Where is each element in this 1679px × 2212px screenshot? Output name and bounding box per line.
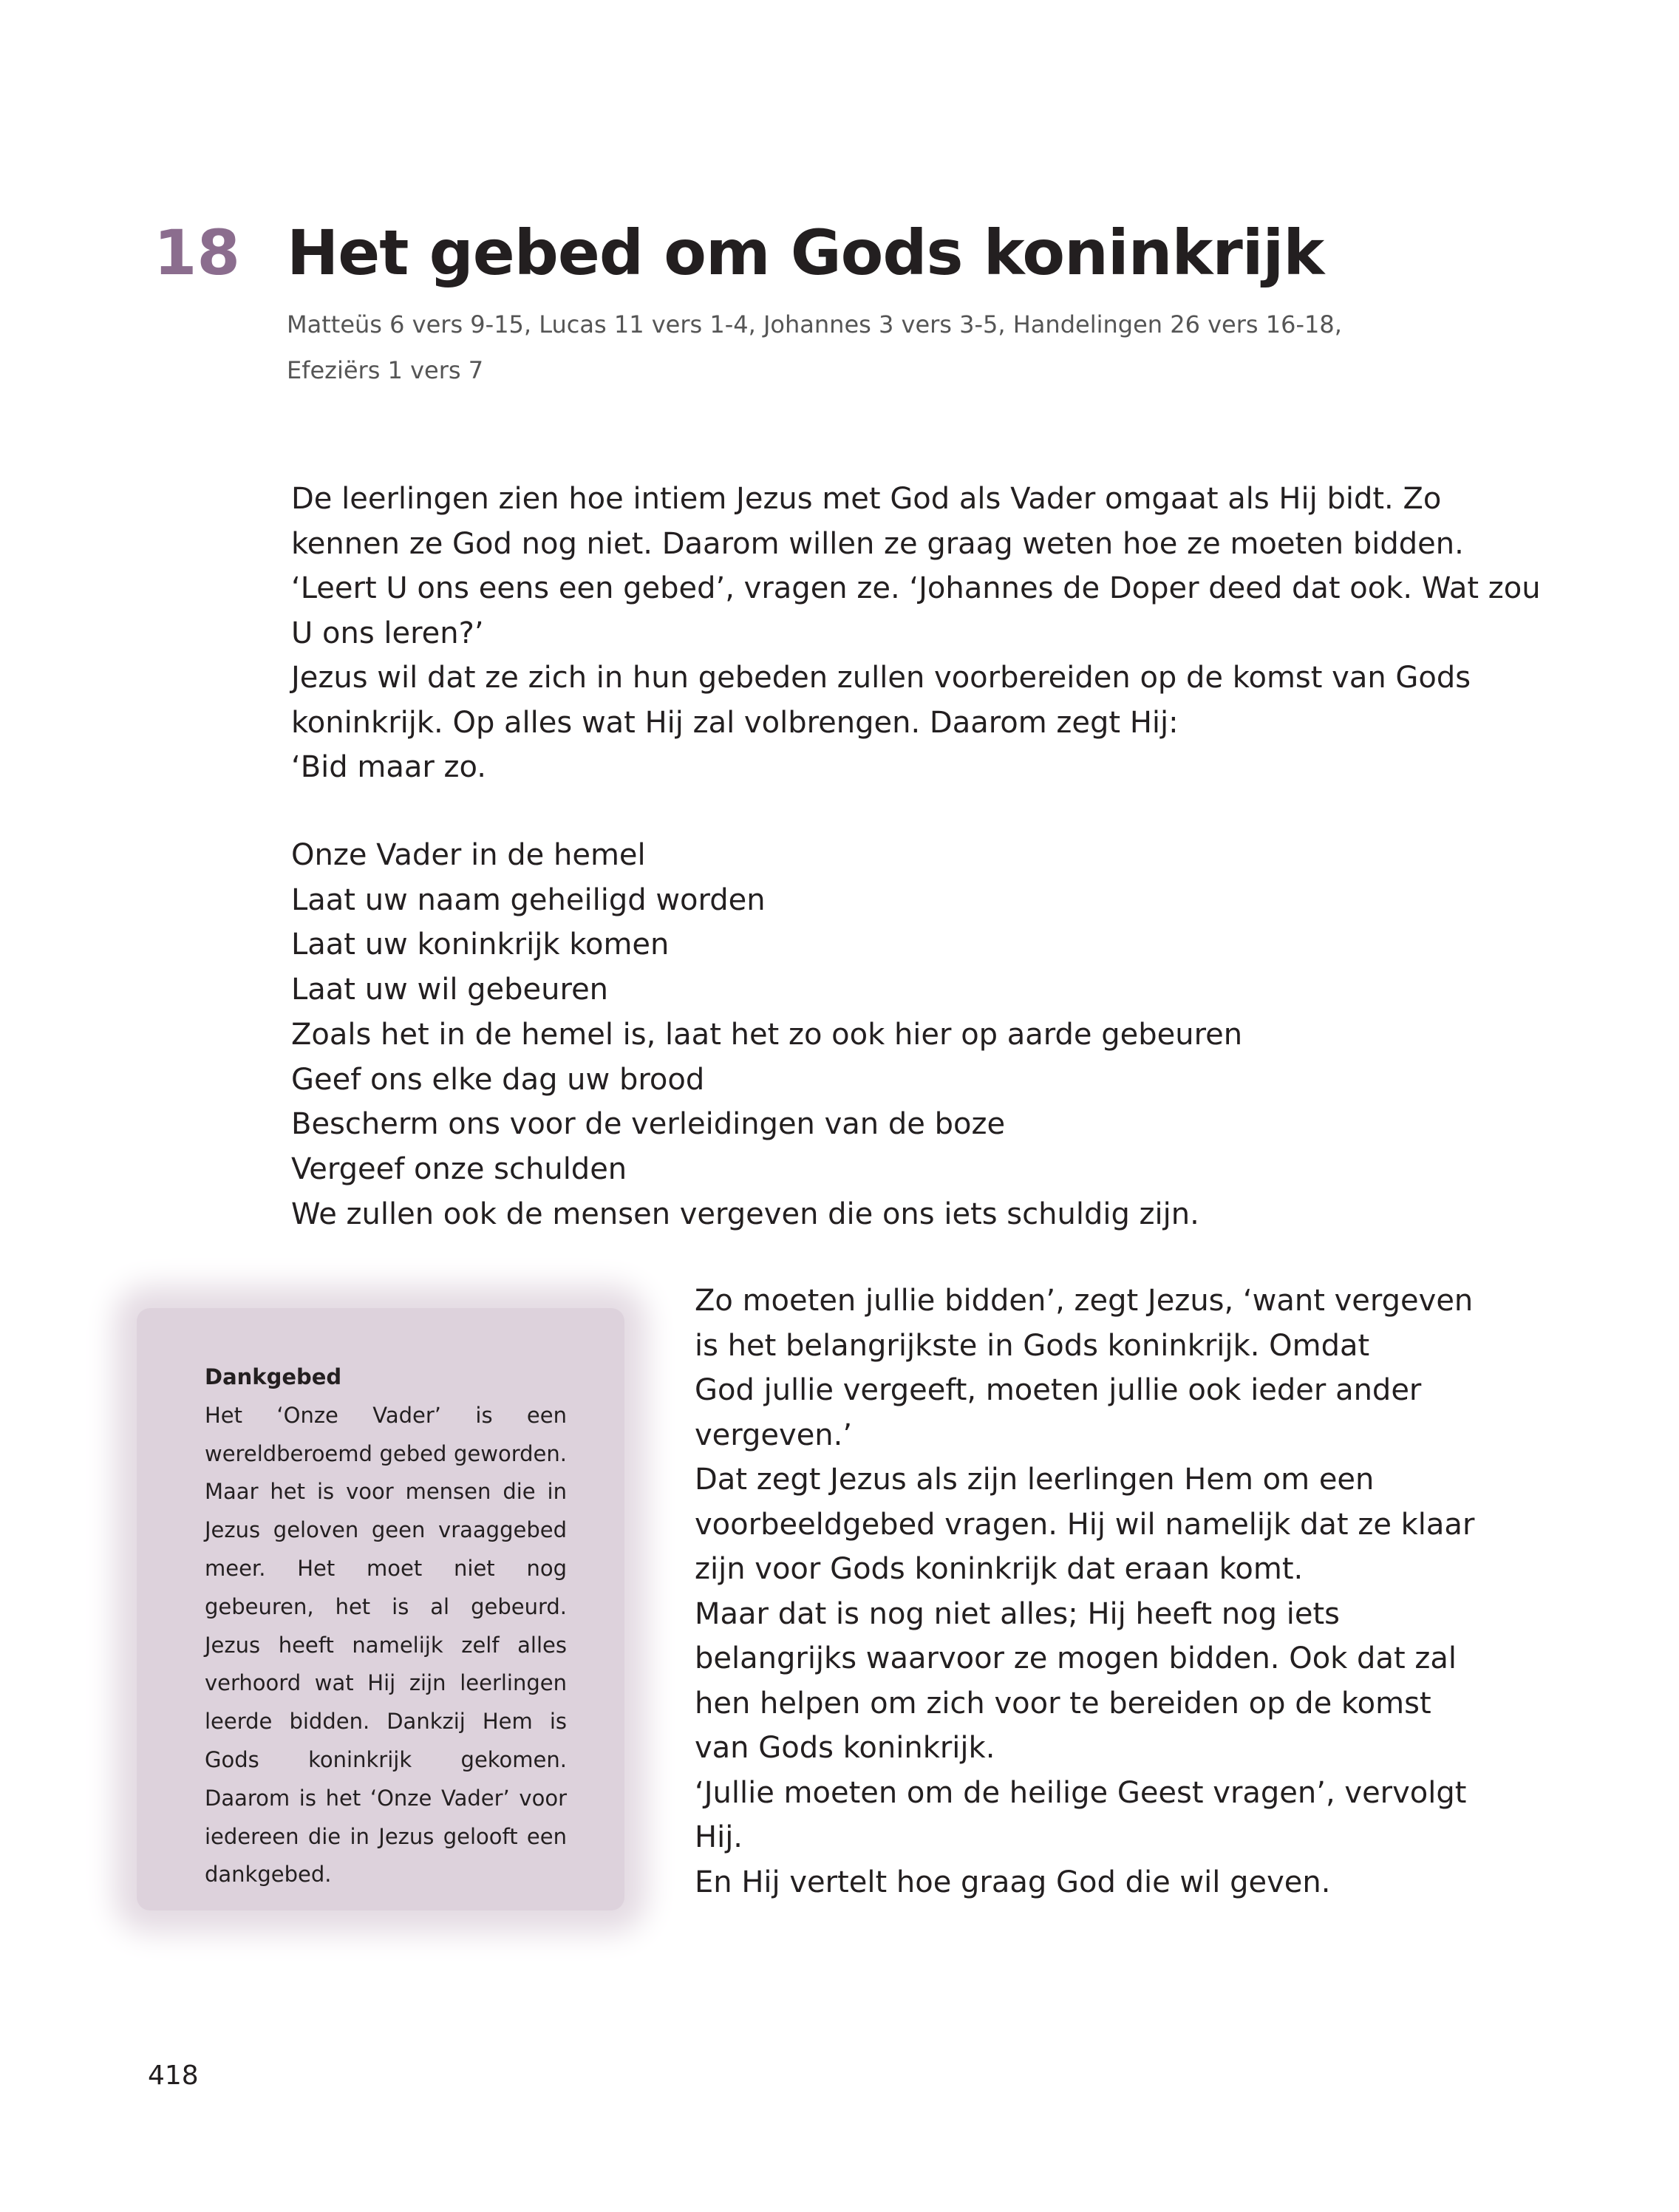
intro-line: kennen ze God nog niet. Daarom willen ze graag weten hoe ze moeten bidden. <box>291 526 1464 561</box>
prayer-line: Geef ons elke dag uw brood <box>291 1062 705 1097</box>
prayer-line: We zullen ook de mensen vergeven die ons iets schuldig zijn. <box>291 1197 1199 1231</box>
continuation-line: is het belangrijkste in Gods koninkrijk. Omdat <box>695 1328 1370 1363</box>
sidebar-body: Het ‘Onze Vader’ is een wereldberoemd gebed geworden. Maar het is voor mensen die in Jezus geloven geen vraaggebed meer. Het moet niet nog gebeuren, het is al gebeurd. Jezus heeft namelijk zelf alles verhoord wat Hij zijn leerlingen leerde bidden. Dankzij Hem is Gods koninkrijk gekomen. Daarom is het ‘Onze Vader’ voor iedereen die in Jezus gelooft een dankgebed. <box>205 1402 567 1888</box>
continuation-line: Zo moeten jullie bidden’, zegt Jezus, ‘want vergeven <box>695 1284 1474 1318</box>
continuation-line: ‘Jullie moeten om de heilige Geest vragen’, vervolgt <box>695 1775 1467 1810</box>
intro-paragraph <box>291 477 1541 790</box>
continuation-paragraph <box>695 1279 1475 1905</box>
intro-line: ‘Leert U ons eens een gebed’, vragen ze. ‘Johannes de Doper deed dat ook. Wat zou <box>291 571 1541 605</box>
continuation-line: Maar dat is nog niet alles; Hij heeft nog iets <box>695 1596 1340 1631</box>
chapter-title: Het gebed om Gods koninkrijk <box>287 217 1324 289</box>
prayer-text <box>291 833 1474 1236</box>
continuation-line: zijn voor Gods koninkrijk dat eraan komt. <box>695 1552 1304 1586</box>
page-number: 418 <box>148 2060 199 2091</box>
intro-line: U ons leren?’ <box>291 616 484 650</box>
chapter-number: 18 <box>154 217 240 289</box>
continuation-line: van Gods koninkrijk. <box>695 1731 995 1765</box>
bible-references: Matteüs 6 vers 9-15, Lucas 11 vers 1-4, Johannes 3 vers 3-5, Handelingen 26 vers 16-18, Efeziërs 1 vers 7 <box>287 310 1342 384</box>
prayer-line: Laat uw koninkrijk komen <box>291 928 670 962</box>
prayer-line: Laat uw naam geheiligd worden <box>291 882 766 917</box>
continuation-line: En Hij vertelt hoe graag God die wil geven. <box>695 1865 1331 1899</box>
sidebar-title: Dankgebed <box>205 1364 342 1389</box>
prayer-line: Bescherm ons voor de verleidingen van de boze <box>291 1107 1006 1142</box>
prayer-line: Zoals het in de hemel is, laat het zo ook hier op aarde gebeuren <box>291 1017 1243 1052</box>
intro-line: De leerlingen zien hoe intiem Jezus met God als Vader omgaat als Hij bidt. Zo <box>291 482 1442 516</box>
sidebar-content <box>205 1358 567 1894</box>
intro-line: koninkrijk. Op alles wat Hij zal volbrengen. Daarom zegt Hij: <box>291 705 1179 740</box>
continuation-line: God jullie vergeeft, moeten jullie ook ieder ander <box>695 1373 1422 1407</box>
continuation-line: belangrijks waarvoor ze mogen bidden. Ook dat zal <box>695 1641 1457 1675</box>
continuation-line: voorbeeldgebed vragen. Hij wil namelijk dat ze klaar <box>695 1507 1475 1542</box>
intro-line: ‘Bid maar zo. <box>291 750 487 784</box>
prayer-line: Laat uw wil gebeuren <box>291 973 609 1007</box>
continuation-line: hen helpen om zich voor te bereiden op de komst <box>695 1686 1431 1721</box>
continuation-line: vergeven.’ <box>695 1418 853 1452</box>
prayer-line: Vergeef onze schulden <box>291 1151 627 1186</box>
intro-line: Jezus wil dat ze zich in hun gebeden zullen voorbereiden op de komst van Gods <box>291 661 1471 695</box>
continuation-line: Hij. <box>695 1820 743 1854</box>
continuation-line: Dat zegt Jezus als zijn leerlingen Hem om een <box>695 1463 1375 1497</box>
prayer-line: Onze Vader in de hemel <box>291 838 646 872</box>
